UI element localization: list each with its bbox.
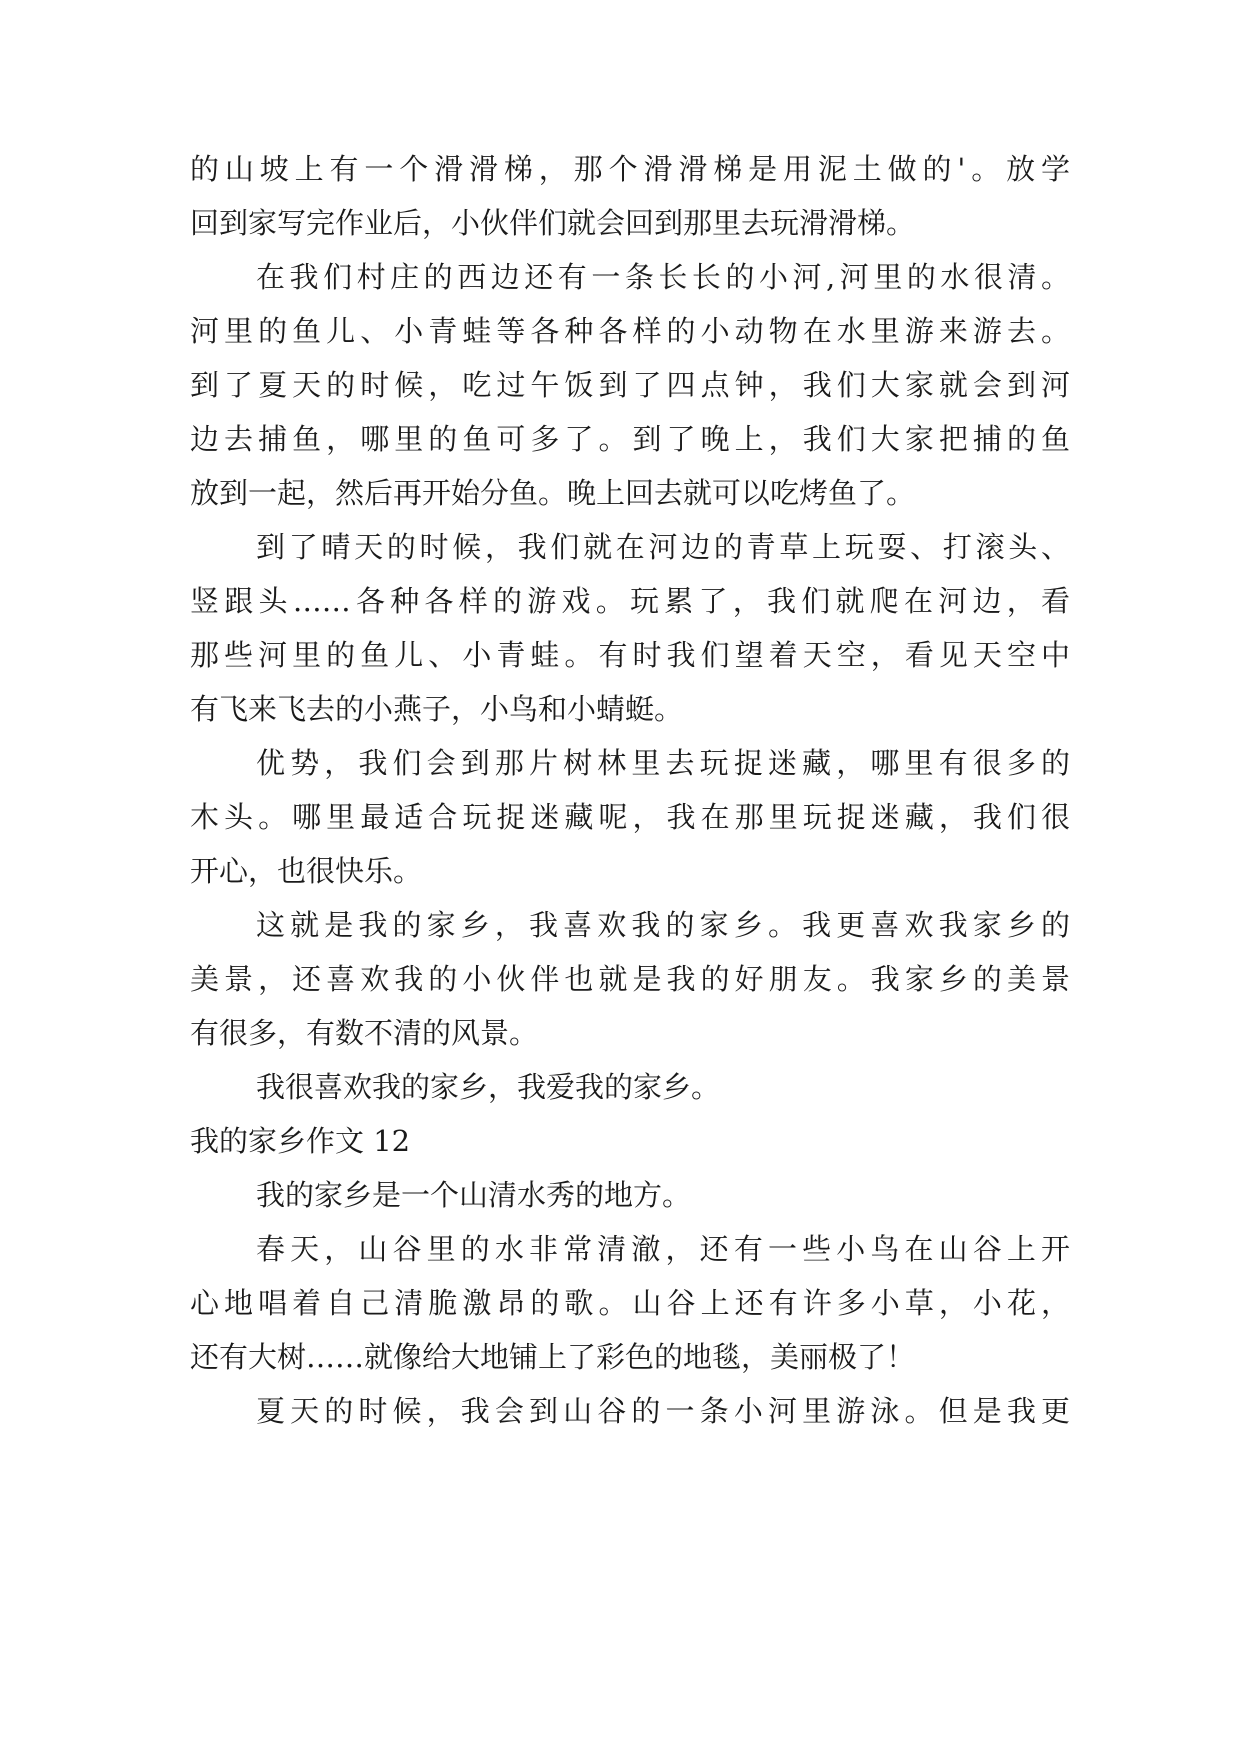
text-line: 春天，山谷里的水非常清澈，还有一些小鸟在山谷上开 — [256, 1232, 1070, 1266]
text-line: 木头。哪里最适合玩捉迷藏呢，我在那里玩捉迷藏，我们很 — [190, 800, 1070, 834]
text-line: 我很喜欢我的家乡，我爱我的家乡。 — [256, 1070, 721, 1104]
text-line: 优势，我们会到那片树林里去玩捉迷藏，哪里有很多的 — [256, 746, 1070, 780]
text-line: 开心，也很快乐。 — [190, 854, 423, 888]
text-line: 竖跟头……各种各样的游戏。玩累了，我们就爬在河边，看 — [190, 584, 1070, 618]
text-line: 有很多，有数不清的风景。 — [190, 1016, 539, 1050]
text-line: 夏天的时候，我会到山谷的一条小河里游泳。但是我更 — [256, 1394, 1070, 1428]
text-line: 这就是我的家乡，我喜欢我的家乡。我更喜欢我家乡的 — [256, 908, 1070, 942]
text-line: 还有大树……就像给大地铺上了彩色的地毯，美丽极了！ — [190, 1340, 916, 1374]
text-line: 放到一起，然后再开始分鱼。晚上回去就可以吃烤鱼了。 — [190, 476, 916, 510]
text-line: 在我们村庄的西边还有一条长长的小河,河里的水很清。 — [256, 260, 1070, 294]
text-line: 美景，还喜欢我的小伙伴也就是我的好朋友。我家乡的美景 — [190, 962, 1070, 996]
text-line: 到了晴天的时候，我们就在河边的青草上玩耍、打滚头、 — [256, 530, 1070, 564]
text-line: 回到家写完作业后，小伙伴们就会回到那里去玩滑滑梯。 — [190, 206, 916, 240]
text-line: 那些河里的鱼儿、小青蛙。有时我们望着天空，看见天空中 — [190, 638, 1070, 672]
text-line: 心地唱着自己清脆激昂的歌。山谷上还有许多小草，小花， — [190, 1286, 1070, 1320]
section-heading: 我的家乡作文 12 — [190, 1124, 411, 1158]
text-line: 河里的鱼儿、小青蛙等各种各样的小动物在水里游来游去。 — [190, 314, 1070, 348]
text-line: 边去捕鱼，哪里的鱼可多了。到了晚上，我们大家把捕的鱼 — [190, 422, 1070, 456]
text-line: 我的家乡是一个山清水秀的地方。 — [256, 1178, 692, 1212]
text-line: 的山坡上有一个滑滑梯，那个滑滑梯是用泥土做的'。放学 — [190, 152, 1070, 186]
text-line: 到了夏天的时候，吃过午饭到了四点钟，我们大家就会到河 — [190, 368, 1070, 402]
text-line: 有飞来飞去的小燕子，小鸟和小蜻蜓。 — [190, 692, 684, 726]
